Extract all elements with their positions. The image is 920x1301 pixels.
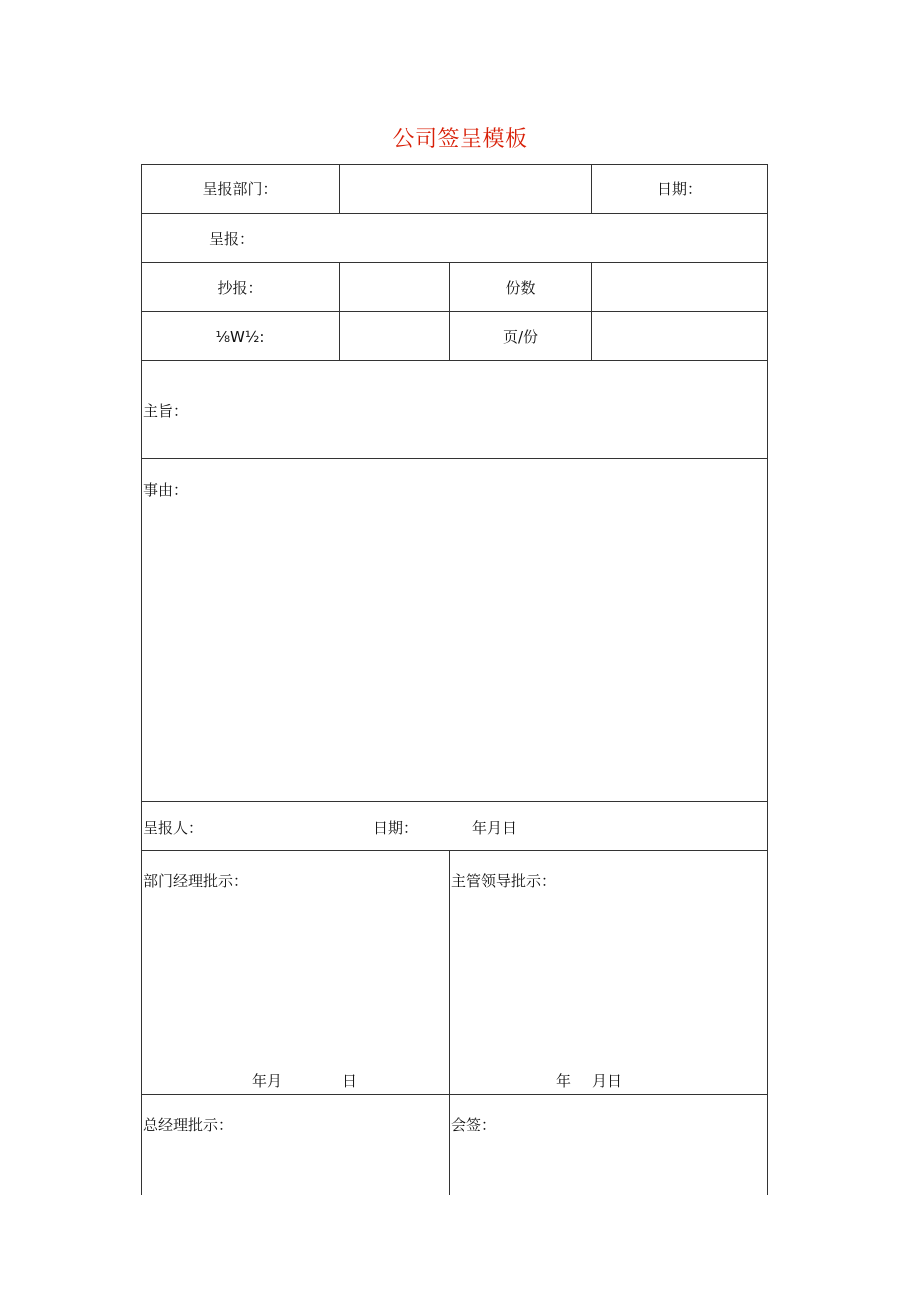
form-right-border [767,164,768,1195]
page-title: 公司签呈模板 [392,127,528,152]
report-to-label: 呈报： [209,230,255,248]
cc-field[interactable] [340,263,449,311]
supervisor-date-y: 年 [556,1072,572,1090]
pages-field[interactable] [592,312,767,360]
report-date-label: 日期： [373,819,419,837]
row-divider [141,458,768,459]
dept-label: 呈报部门： [202,180,278,198]
report-to-field[interactable] [271,214,767,262]
attachment-label: ⅛W½: [215,328,265,346]
approval-form [141,164,768,1195]
supervisor-date-md: 月日 [592,1072,623,1090]
subject-label: 主旨： [143,402,189,420]
reporter-field[interactable] [211,802,361,850]
row-divider [141,850,768,851]
row-divider [141,1094,768,1095]
gm-field[interactable] [142,1139,448,1195]
subject-field[interactable] [201,361,767,458]
copies-field[interactable] [592,263,767,311]
reporter-label: 呈报人： [143,819,204,837]
pages-label: 页/份 [502,328,539,346]
dept-manager-label: 部门经理批示： [143,872,249,890]
reason-label: 事由： [143,481,189,499]
dept-manager-date-ym: 年月 [252,1072,283,1090]
dept-field[interactable] [340,165,591,213]
attachment-field[interactable] [340,312,449,360]
report-date-value: 年月日 [472,819,518,837]
supervisor-label: 主管领导批示： [451,872,557,890]
cc-label: 抄报： [217,279,263,297]
cosign-label: 会签： [451,1116,497,1134]
date-label: 日期： [656,180,702,198]
copies-label: 份数 [505,279,536,297]
supervisor-field[interactable] [450,894,767,1054]
cosign-field[interactable] [450,1139,767,1195]
reason-field[interactable] [142,504,767,801]
dept-manager-field[interactable] [142,894,448,1054]
dept-manager-date-d: 日 [342,1072,358,1090]
gm-label: 总经理批示： [143,1116,234,1134]
